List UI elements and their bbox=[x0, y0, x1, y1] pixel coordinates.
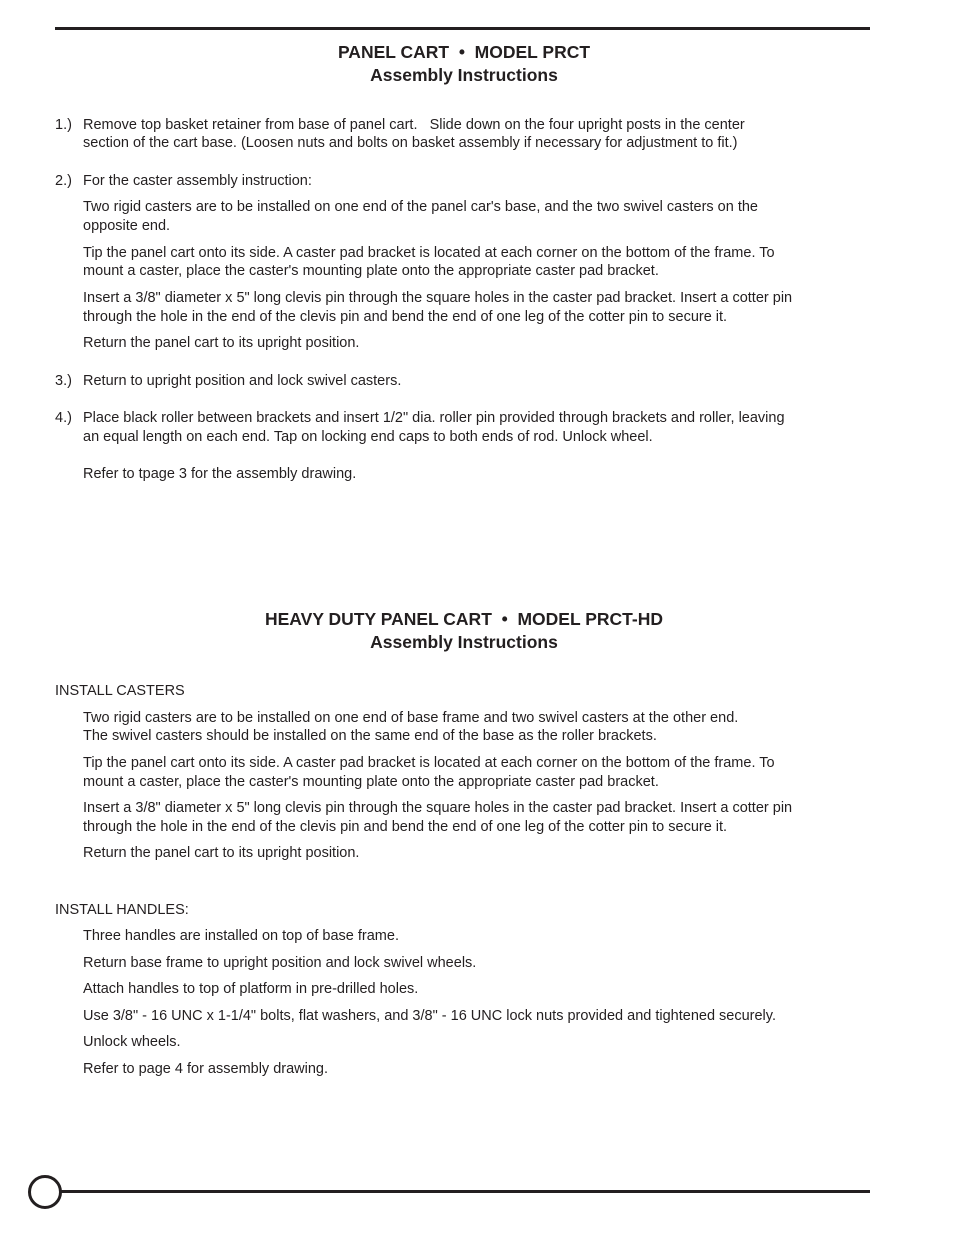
step-2-para-1-line-1: Two rigid casters are to be installed on one end of the panel car's base, and the two swivel casters on the bbox=[83, 199, 758, 215]
step-4-line-2: an equal length on each end. Tap on locking end caps to both ends of rod. Unlock wheel. bbox=[83, 429, 653, 445]
step-3-line-1: Return to upright position and lock swivel casters. bbox=[83, 373, 402, 389]
step-2-line-1: For the caster assembly instruction: bbox=[83, 173, 312, 189]
step-3-number: 3.) bbox=[55, 373, 72, 389]
section1-heading bbox=[0, 41, 928, 87]
casters-para-3-line-2: through the hole in the end of the clevis pin and bend the end of one leg of the cotter pin to secure it. bbox=[83, 819, 728, 835]
section2-heading bbox=[0, 608, 928, 654]
section2-subtitle: Assembly Instructions bbox=[370, 632, 558, 652]
casters-para-4-line-1: Return the panel cart to its upright position. bbox=[83, 845, 360, 861]
handles-item-5: Unlock wheels. bbox=[83, 1034, 181, 1050]
casters-para-1-line-1: Two rigid casters are to be installed on one end of base frame and two swivel casters at the other end. bbox=[83, 710, 739, 726]
step-2-para-2-line-1: Tip the panel cart onto its side. A caster pad bracket is located at each corner on the bottom of the frame. To bbox=[83, 245, 775, 261]
casters-para-2-line-2: mount a caster, place the caster's mounting plate onto the appropriate caster pad bracket. bbox=[83, 774, 659, 790]
step-2-para-3-line-1: Insert a 3/8" diameter x 5" long clevis pin through the square holes in the caster pad bracket. Insert a cotter pin bbox=[83, 290, 793, 306]
section1-note: Refer to tpage 3 for the assembly drawing. bbox=[83, 466, 357, 482]
section1-title: PANEL CART • MODEL PRCT bbox=[337, 42, 591, 62]
page-marker-circle bbox=[28, 1175, 62, 1209]
install-handles-label: INSTALL HANDLES: bbox=[55, 902, 189, 918]
step-2-para-3-line-2: through the hole in the end of the clevis pin and bend the end of one leg of the cotter pin to secure it. bbox=[83, 309, 728, 325]
step-2-para-1-line-2: opposite end. bbox=[83, 218, 171, 234]
handles-item-3: Attach handles to top of platform in pre-drilled holes. bbox=[83, 981, 419, 997]
handles-item-2: Return base frame to upright position and lock swivel wheels. bbox=[83, 955, 477, 971]
handles-item-4: Use 3/8" - 16 UNC x 1-1/4" bolts, flat washers, and 3/8" - 16 UNC lock nuts provided and tightened securely. bbox=[83, 1008, 776, 1024]
step-1-line-1: Remove top basket retainer from base of panel cart. Slide down on the four upright posts in the center bbox=[83, 117, 745, 133]
step-2-para-4-line-1: Return the panel cart to its upright position. bbox=[83, 335, 360, 351]
casters-para-2-line-1: Tip the panel cart onto its side. A caster pad bracket is located at each corner on the bottom of the frame. To bbox=[83, 755, 775, 771]
section1-subtitle: Assembly Instructions bbox=[370, 65, 558, 85]
step-1-number: 1.) bbox=[55, 117, 72, 133]
step-2-number: 2.) bbox=[55, 173, 72, 189]
section2-title: HEAVY DUTY PANEL CART • MODEL PRCT-HD bbox=[265, 609, 663, 629]
step-4-number: 4.) bbox=[55, 410, 72, 426]
casters-para-1-line-2: The swivel casters should be installed on the same end of the base as the roller brackets. bbox=[83, 728, 657, 744]
handles-item-1: Three handles are installed on top of base frame. bbox=[83, 928, 399, 944]
install-casters-label: INSTALL CASTERS bbox=[55, 683, 185, 699]
top-rule bbox=[55, 27, 870, 30]
step-1-line-2: section of the cart base. (Loosen nuts and bolts on basket assembly if necessary for adjustment to fit.) bbox=[83, 135, 738, 151]
bottom-rule bbox=[58, 1190, 870, 1193]
step-4-line-1: Place black roller between brackets and insert 1/2" dia. roller pin provided through brackets and roller, leaving bbox=[83, 410, 785, 426]
handles-item-6: Refer to page 4 for assembly drawing. bbox=[83, 1061, 329, 1077]
step-2-para-2-line-2: mount a caster, place the caster's mounting plate onto the appropriate caster pad bracket. bbox=[83, 263, 659, 279]
casters-para-3-line-1: Insert a 3/8" diameter x 5" long clevis pin through the square holes in the caster pad bracket. Insert a cotter pin bbox=[83, 800, 793, 816]
